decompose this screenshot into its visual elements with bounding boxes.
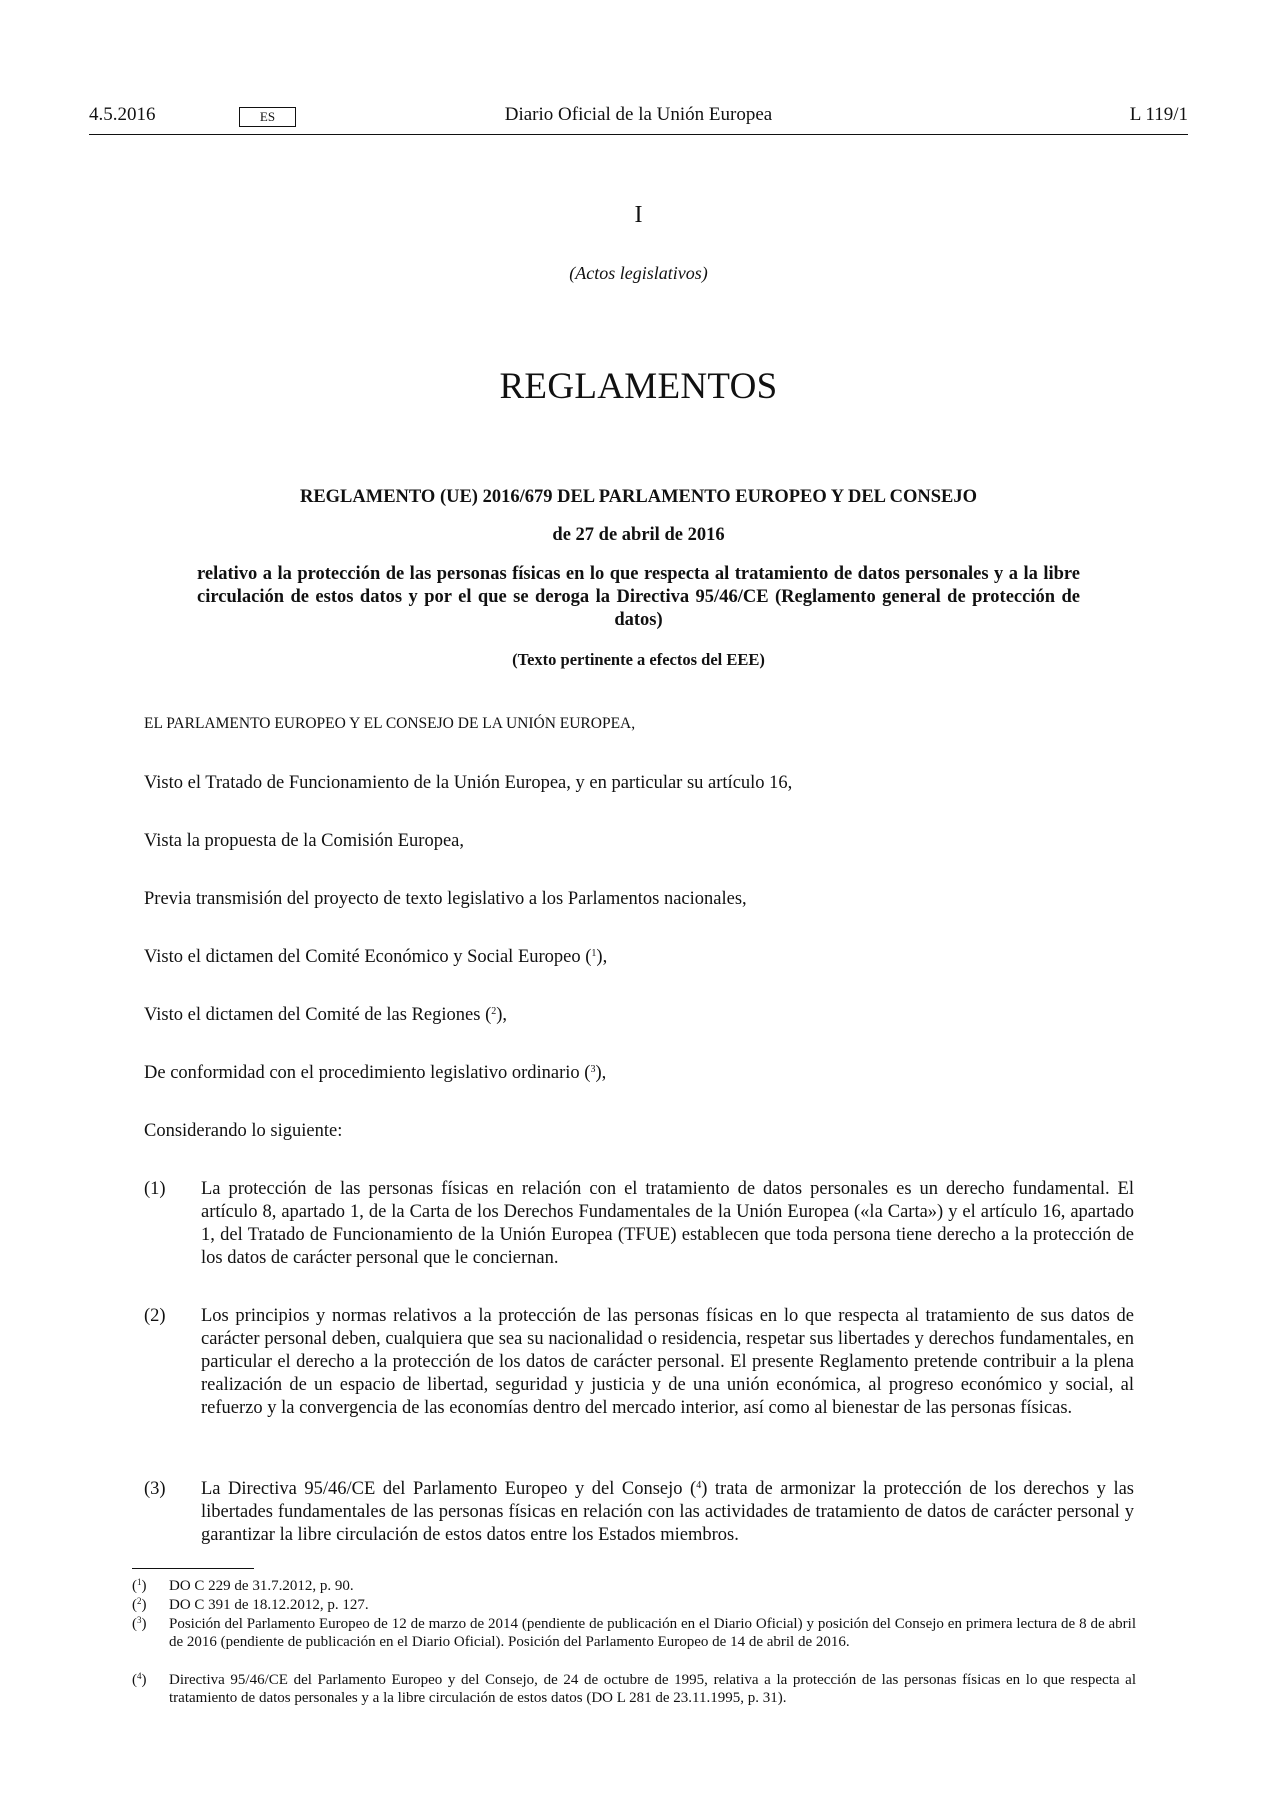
footnote-text: Directiva 95/46/CE del Parlamento Europeo y del Consejo, de 24 de octubre de 1995, relativa a la protección de las personas físicas en lo que respecta al tratamiento de datos personales y a la libre circulación de estos datos (DO L 281 de 23.11.1995, p. 31). bbox=[169, 1672, 1136, 1706]
section-heading: REGLAMENTOS bbox=[499, 366, 778, 407]
footnote-number: 2 bbox=[137, 1596, 142, 1606]
recital-text: La protección de las personas físicas en relación con el tratamiento de datos personales es un derecho fundamental. El artículo 8, apartado 1, de la Carta de los Derechos Fundamentales de la Unión Europea («la Carta») y el artículo 16, apartado 1, del Tratado de Funcionamiento de la Unión Europea (TFUE) establecen que toda persona tiene derecho a la protección de los datos de carácter personal que le conciernan. bbox=[201, 1179, 1134, 1268]
citation: Visto el dictamen del Comité Económico y Social Europeo ($^1$), bbox=[144, 947, 608, 967]
footnote-reference[interactable]: 4 bbox=[696, 1480, 702, 1491]
recital-number: (2) bbox=[144, 1306, 166, 1326]
considering-line: Considerando lo siguiente: bbox=[144, 1121, 343, 1141]
citation: De conformidad con el procedimiento legislativo ordinario ($^3$), bbox=[144, 1063, 607, 1083]
recital-text: Los principios y normas relativos a la protección de las personas físicas en lo que respecta al tratamiento de sus datos de carácter personal deben, cualquiera que sea su nacionalidad o residencia, respetar sus libertades y derechos fundamentales, en particular el derecho a la protección de los datos de carácter personal. El presente Reglamento pretende contribuir a la plena realización de un espacio de libertad, seguridad y justicia y de una unión económica, al progreso económico y social, al refuerzo y la convergencia de las economías dentro del mercado interior, así como al bienestar de las personas físicas. bbox=[201, 1306, 1134, 1418]
footnote-text: DO C 229 de 31.7.2012, p. 90. bbox=[169, 1578, 354, 1594]
publication-date: 4.5.2016 bbox=[89, 104, 156, 125]
recital-number: (1) bbox=[144, 1179, 166, 1199]
recital-text: La Directiva 95/46/CE del Parlamento Europeo y del Consejo ($^4$) trata de armonizar la protección de los derechos y las libertades fundamentales de las personas físicas en relación con las actividades de tratamiento de datos de carácter personal y garantizar la libre circulación de estos datos entre los Estados miembros. bbox=[201, 1479, 1134, 1545]
regulation-subject: relativo a la protección de las personas físicas en lo que respecta al tratamiento de datos personales y a la libre circulación de estos datos y por el que se deroga la Directiva 95/46/CE (Reglamento general de protección de datos) bbox=[197, 564, 1080, 630]
document-page: 4.5.2016 ES Diario Oficial de la Unión Europea L 119/1 I (Actos legislativos) REGLAMENTOS REGLAMENTO (UE) 2016/679 DEL PARLAMENTO EUROPEO Y DEL CONSEJO de 27 de abril de 2016 relativo a la protección de las personas físicas en lo que respecta al tratamiento de datos personales y a la libre circulación de estos datos y por el que se deroga la Directiva 95/46/CE (Reglamento general de protección de datos) (Texto pertinente a efectos del EEE) EL PARLAMENTO EUROPEO Y EL CONSEJO DE LA UNIÓN EUROPEA, Visto el Tratado de Funcionamiento de la Unión Europea, y en particular su artículo 16, Vista la propuesta de la Comisión Europea, Previa transmisión del proyecto de texto legislativo a los Parlamentos nacionales, Visto el dictamen del Comité Económico y Social Europeo ($^1$), Visto el dictamen del Comité de las Regiones ($^2$), De conformidad con el procedimiento legislativo ordinario ($^3$), Considerando lo siguiente: (1) La protección de las personas físicas en relación con el tratamiento de datos personales es un derecho fundamental. El artículo 8, apartado 1, de la Carta de los Derechos Fundamentales de la Unión Europea («la Carta») y el artículo 16, apartado 1, del Tratado de Funcionamiento de la Unión Europea (TFUE) establecen que toda persona tiene derecho a la protección de los datos de carácter personal que le conciernan. (2) Los principios y normas relativos a la protección de las personas físicas en lo que respecta al tratamiento de sus datos de carácter personal deben, cualquiera que sea su nacionalidad o residencia, respetar sus libertades y derechos fundamentales, en particular el derecho a la protección de los datos de carácter personal. El presente Reglamento pretende contribuir a la plena realización de un espacio de libertad, seguridad y justicia y de una unión económica, al progreso económico y social, al refuerzo y la convergencia de las economías dentro del mercado interior, así como al bienestar de las personas físicas. (3) La Directiva 95/46/CE del Parlamento Europeo y del Consejo ($^4$) trata de armonizar la protección de los derechos y las libertades fundamentales de las personas físicas en relación con las actividades de tratamiento de datos de carácter personal y garantizar la libre circulación de estos datos entre los Estados miembros. ($^1$) DO C 229 de 31.7.2012, p. 90. ($^2$) DO C 391 de 18.12.2012, p. 127. ($^3$) Posición del Parlamento Europeo de 12 de marzo de 2014 (pendiente de publicación en el Diario Oficial) y posición del Consejo en primera lectura de 8 de abril de 2016 (pendiente de publicación en el Diario Oficial). Posición del Parlamento Europeo de 14 de abril de 2016. ($^4$) Directiva 95/46/CE del Parlamento Europeo y del Consejo, de 24 de octubre de 1995, relativa a la protección de las personas físicas en lo que respecta al tratamiento de datos personales y a la libre circulación de estos datos (DO L 281 de 23.11.1995, p. 31). bbox=[89, 104, 1188, 1706]
language-badge: ES bbox=[239, 107, 296, 127]
recital-number: (3) bbox=[144, 1479, 166, 1499]
footnote-reference[interactable]: 3 bbox=[590, 1064, 596, 1075]
regulation-title: REGLAMENTO (UE) 2016/679 DEL PARLAMENTO EUROPEO Y DEL CONSEJO bbox=[299, 487, 978, 507]
journal-title: Diario Oficial de la Unión Europea bbox=[504, 104, 773, 125]
citation: Visto el Tratado de Funcionamiento de la Unión Europea, y en particular su artículo 16, bbox=[144, 773, 793, 793]
footnote-text: DO C 391 de 18.12.2012, p. 127. bbox=[169, 1597, 369, 1613]
citation: Previa transmisión del proyecto de texto legislativo a los Parlamentos nacionales, bbox=[144, 889, 747, 909]
section-roman-numeral: I bbox=[634, 202, 643, 228]
journal-header bbox=[89, 104, 1188, 132]
page-reference: L 119/1 bbox=[1129, 104, 1188, 125]
citation: Visto el dictamen del Comité de las Regiones ($^2$), bbox=[144, 1005, 508, 1025]
citation: Vista la propuesta de la Comisión Europea, bbox=[144, 831, 464, 851]
footnote-number: 3 bbox=[137, 1615, 142, 1625]
section-acts-label: (Actos legislativos) bbox=[569, 263, 708, 283]
regulation-date: de 27 de abril de 2016 bbox=[552, 525, 725, 545]
footnote-divider bbox=[132, 1568, 254, 1569]
eee-relevance: (Texto pertinente a efectos del EEE) bbox=[512, 650, 765, 669]
footnote-text: Posición del Parlamento Europeo de 12 de marzo de 2014 (pendiente de publicación en el Diario Oficial) y posición del Consejo en primera lectura de 8 de abril de 2016 (pendiente de publicación en el Diario Oficial). Posición del Parlamento Europeo de 14 de abril de 2016. bbox=[169, 1616, 1136, 1650]
footnote-reference[interactable]: 1 bbox=[591, 948, 597, 959]
footnote-reference[interactable]: 2 bbox=[491, 1006, 497, 1017]
footnote-number: 4 bbox=[137, 1671, 142, 1681]
preamble-opening: EL PARLAMENTO EUROPEO Y EL CONSEJO DE LA UNIÓN EUROPEA, bbox=[144, 715, 636, 732]
header-divider bbox=[89, 134, 1188, 135]
footnote-number: 1 bbox=[137, 1577, 142, 1587]
